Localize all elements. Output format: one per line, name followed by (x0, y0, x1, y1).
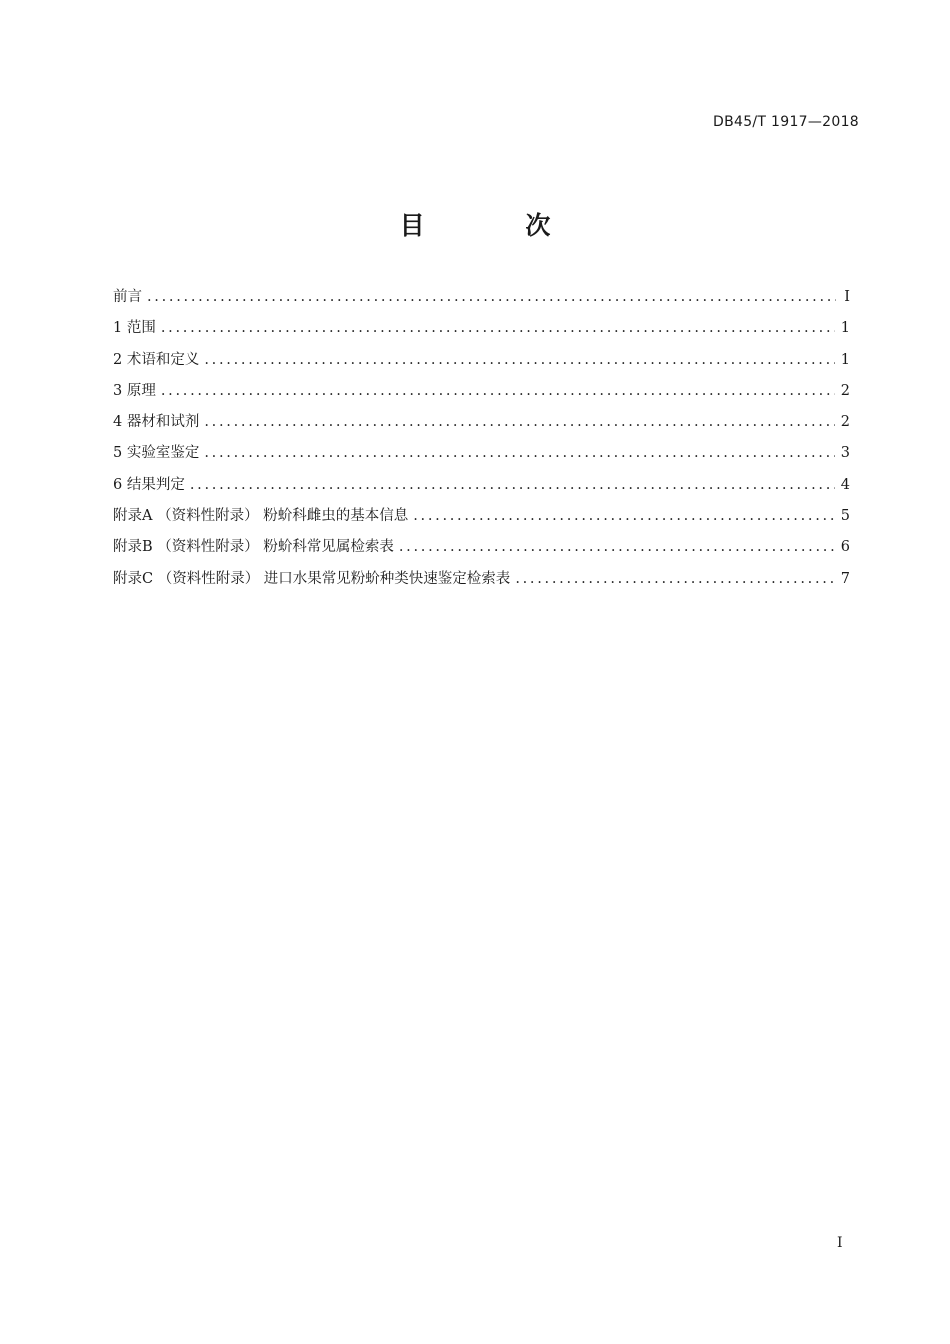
dot-leader (190, 470, 835, 501)
standard-code: DB45/T 1917—2018 (713, 114, 859, 130)
toc-entry-label: 5 实验室鉴定 (113, 445, 200, 462)
toc-entry-page: 1 (840, 351, 850, 368)
toc-entry-page: 1 (840, 320, 850, 337)
toc-entry-appendix-a[interactable] (113, 501, 850, 532)
dot-leader (204, 438, 834, 469)
page-number: I (837, 1235, 843, 1251)
table-of-contents (113, 282, 850, 595)
toc-entry-label: 附录A （资料性附录） 粉蚧科雌虫的基本信息 (113, 508, 409, 525)
toc-entry-scope[interactable] (113, 313, 850, 344)
toc-entry-appendix-c[interactable] (113, 564, 850, 595)
dot-leader (204, 345, 834, 376)
dot-leader (515, 564, 834, 595)
toc-entry-lab-identification[interactable] (113, 438, 850, 469)
dot-leader (161, 376, 835, 407)
toc-entry-page: 3 (840, 445, 850, 462)
toc-entry-page: 4 (840, 476, 850, 493)
dot-leader (204, 407, 834, 438)
toc-title: 目 次 (399, 211, 597, 240)
toc-entry-page: 6 (840, 539, 850, 556)
dot-leader (161, 313, 835, 344)
toc-entry-page: 2 (840, 382, 850, 399)
toc-entry-label: 3 原理 (113, 382, 156, 399)
toc-entry-label: 2 术语和定义 (113, 351, 200, 368)
toc-entry-page: I (844, 289, 850, 305)
toc-entry-foreword[interactable] (113, 282, 850, 313)
toc-entry-label: 4 器材和试剂 (113, 414, 200, 431)
toc-entry-label: 附录B （资料性附录） 粉蚧科常见属检索表 (113, 539, 394, 556)
toc-entry-label: 6 结果判定 (113, 476, 185, 493)
toc-entry-page: 5 (840, 508, 850, 525)
toc-entry-appendix-b[interactable] (113, 532, 850, 563)
toc-entry-page: 2 (840, 414, 850, 431)
toc-entry-principle[interactable] (113, 376, 850, 407)
dot-leader (399, 532, 835, 563)
toc-entry-page: 7 (840, 570, 850, 587)
dot-leader (147, 282, 836, 313)
toc-entry-result-judgement[interactable] (113, 470, 850, 501)
dot-leader (413, 501, 835, 532)
toc-entry-label: 前言 (113, 289, 142, 305)
toc-entry-equipment[interactable] (113, 407, 850, 438)
toc-entry-terms[interactable] (113, 345, 850, 376)
toc-entry-label: 附录C （资料性附录） 进口水果常见粉蚧种类快速鉴定检索表 (113, 570, 511, 587)
toc-entry-label: 1 范围 (113, 320, 156, 337)
